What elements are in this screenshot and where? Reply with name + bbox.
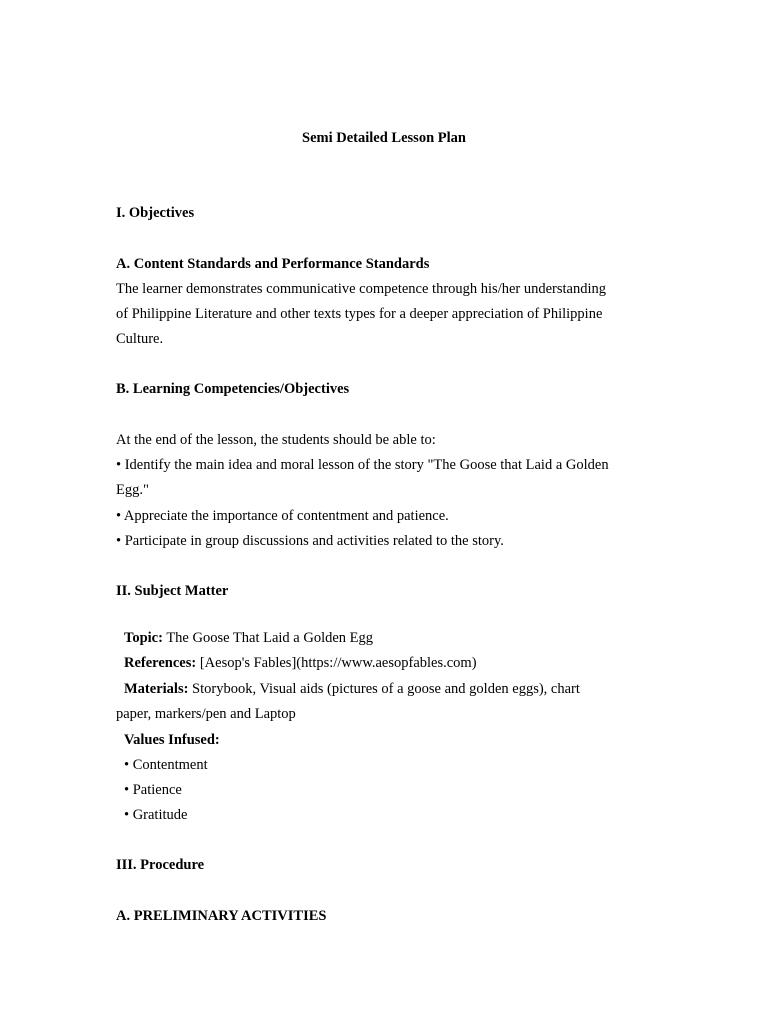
document-title: Semi Detailed Lesson Plan — [302, 130, 466, 146]
value-item-1: • Contentment — [124, 757, 208, 773]
competency-item-3: • Participate in group discussions and activities related to the story. — [116, 533, 504, 549]
content-standards-line-1: The learner demonstrates communicative competence through his/her understanding — [116, 281, 607, 297]
objectives-heading: I. Objectives — [116, 205, 195, 221]
topic-label: Topic: — [124, 630, 163, 646]
topic-line — [124, 628, 373, 648]
procedure-heading: III. Procedure — [116, 857, 205, 873]
content-standards-heading: A. Content Standards and Performance Standards — [116, 256, 430, 272]
values-heading: Values Infused: — [124, 732, 220, 748]
references-line — [124, 653, 477, 673]
content-standards-line-3: Culture. — [116, 331, 164, 347]
value-item-2: • Patience — [124, 782, 182, 798]
materials-label: Materials: — [124, 681, 189, 697]
references-label: References: — [124, 655, 197, 671]
preliminary-heading: A. PRELIMINARY ACTIVITIES — [116, 908, 327, 924]
materials-value: Storybook, Visual aids (pictures of a goose and golden eggs), chart — [188, 681, 580, 697]
competency-item-1: • Identify the main idea and moral lesson of the story "The Goose that Laid a Golden — [116, 457, 609, 473]
competencies-intro: At the end of the lesson, the students should be able to: — [116, 432, 436, 448]
materials-line-cont: paper, markers/pen and Laptop — [116, 706, 296, 722]
competency-item-1-cont: Egg." — [116, 482, 149, 498]
competency-item-2: • Appreciate the importance of contentment and patience. — [116, 508, 449, 524]
references-value: [Aesop's Fables](https://www.aesopfables.com) — [196, 655, 477, 671]
competencies-heading: B. Learning Competencies/Objectives — [116, 381, 350, 397]
topic-value: The Goose That Laid a Golden Egg — [162, 630, 374, 646]
value-item-3: • Gratitude — [124, 807, 188, 823]
subject-matter-heading: II. Subject Matter — [116, 583, 229, 599]
materials-line — [124, 679, 580, 699]
content-standards-line-2: of Philippine Literature and other texts types for a deeper appreciation of Philippine — [116, 306, 603, 322]
